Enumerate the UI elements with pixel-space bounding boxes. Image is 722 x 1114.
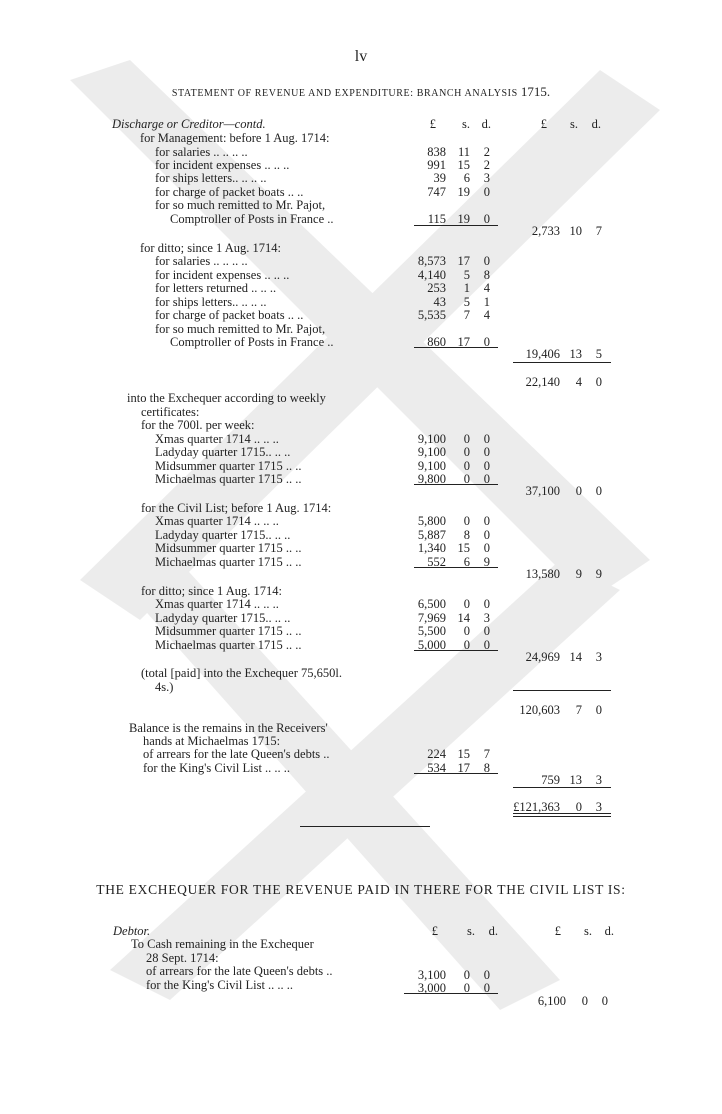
amount-shillings: 15 — [457, 541, 470, 555]
header-pound-1: £ — [429, 117, 436, 131]
entry-label: for letters returned .. .. .. — [155, 281, 277, 295]
amount-pounds: 253 — [427, 281, 446, 295]
amount-shillings: 5 — [463, 268, 470, 282]
total-pence: 3 — [595, 650, 602, 664]
amount-shillings: 0 — [463, 981, 470, 995]
statement-year: 1715. — [520, 84, 551, 99]
amount-shillings: 0 — [463, 445, 470, 459]
amount-shillings: 17 — [457, 254, 470, 268]
entry-label: Xmas quarter 1714 .. .. .. — [155, 514, 279, 528]
entry-label: for charge of packet boats .. .. — [155, 185, 304, 199]
amount-pounds: 115 — [427, 212, 446, 226]
total-shillings: 13 — [569, 347, 582, 361]
amount-pence: 0 — [483, 212, 490, 226]
total-pence: 5 — [595, 347, 602, 361]
amount-shillings: 6 — [463, 555, 470, 569]
entry-label: Midsummer quarter 1715 .. .. — [155, 459, 302, 473]
amount-shillings: 0 — [463, 514, 470, 528]
entry-label: for the Civil List; before 1 Aug. 1714: — [141, 501, 332, 515]
amount-pounds: 4,140 — [417, 268, 446, 282]
amount-shillings: 0 — [463, 459, 470, 473]
amount-shillings: 15 — [457, 158, 470, 172]
entry-label: for the 700l. per week: — [141, 418, 255, 432]
amount-pence: 3 — [483, 611, 490, 625]
amount-pence: 4 — [483, 308, 490, 322]
header-pence-2: d. — [591, 117, 601, 131]
total-pounds: 24,969 — [525, 650, 560, 664]
entry-label: hands at Michaelmas 1715: — [143, 734, 281, 748]
amount-pounds: 9,100 — [417, 432, 446, 446]
amount-pounds: 991 — [427, 158, 446, 172]
total-pence: 3 — [595, 773, 602, 787]
amount-shillings: 1 — [463, 281, 470, 295]
amount-pounds: 43 — [433, 295, 446, 309]
amount-pence: 3 — [483, 171, 490, 185]
entry-label: for incident expenses .. .. .. — [155, 268, 290, 282]
header-shilling-1: s. — [462, 117, 470, 131]
statement-title: STATEMENT OF REVENUE AND EXPENDITURE: BRANCH ANALYSIS — [171, 88, 518, 99]
header-pound-4: £ — [554, 924, 561, 938]
section-title: THE EXCHEQUER FOR THE REVENUE PAID IN THERE FOR THE CIVIL LIST IS: — [96, 882, 626, 897]
amount-pounds: 838 — [427, 145, 446, 159]
total-pounds: £121,363 — [513, 800, 560, 814]
total-pence: 0 — [595, 375, 602, 389]
amount-pounds: 7,969 — [417, 611, 446, 625]
total-pounds: 22,140 — [525, 375, 560, 389]
amount-pounds: 9,800 — [417, 472, 446, 486]
section-divider — [300, 826, 430, 827]
amount-pence: 0 — [483, 514, 490, 528]
amount-pence: 0 — [483, 968, 490, 982]
header-shilling-2: s. — [570, 117, 578, 131]
header-pound-3: £ — [431, 924, 438, 938]
amount-shillings: 8 — [463, 528, 470, 542]
entry-label: 28 Sept. 1714: — [146, 951, 219, 965]
amount-pence: 0 — [483, 638, 490, 652]
header-pound-2: £ — [540, 117, 547, 131]
statement-heading — [0, 84, 722, 100]
amount-shillings: 19 — [457, 212, 470, 226]
total-pounds: 13,580 — [525, 567, 560, 581]
amount-pounds: 552 — [427, 555, 446, 569]
total-shillings: 0 — [581, 994, 588, 1008]
header-pence-4: d. — [604, 924, 614, 938]
entry-label: for salaries .. .. .. .. — [155, 145, 248, 159]
amount-pence: 1 — [483, 295, 490, 309]
amount-pence: 0 — [483, 254, 490, 268]
amount-pounds: 747 — [427, 185, 446, 199]
amount-shillings: 11 — [457, 145, 470, 159]
amount-pounds: 5,000 — [417, 638, 446, 652]
entry-label: Xmas quarter 1714 .. .. .. — [155, 597, 279, 611]
entry-label: Xmas quarter 1714 .. .. .. — [155, 432, 279, 446]
amount-pence: 0 — [483, 432, 490, 446]
amount-shillings: 0 — [463, 432, 470, 446]
amount-pence: 7 — [483, 747, 490, 761]
amount-pence: 2 — [483, 158, 490, 172]
total-pence: 9 — [595, 567, 602, 581]
entry-label: certificates: — [141, 405, 200, 419]
entry-label: of arrears for the late Queen's debts .. — [143, 747, 330, 761]
amount-pence: 0 — [483, 335, 490, 349]
amount-pence: 4 — [483, 281, 490, 295]
entry-label: for Management: before 1 Aug. 1714: — [140, 131, 330, 145]
entry-label: Ladyday quarter 1715.. .. .. — [155, 445, 291, 459]
amount-shillings: 14 — [457, 611, 470, 625]
amount-pence: 0 — [483, 981, 490, 995]
total-pounds: 2,733 — [531, 224, 560, 238]
amount-pence: 0 — [483, 528, 490, 542]
total-shillings: 0 — [575, 800, 582, 814]
entry-label: for ditto; since 1 Aug. 1714: — [141, 584, 282, 598]
entry-label: Ladyday quarter 1715.. .. .. — [155, 611, 291, 625]
entry-label: into the Exchequer according to weekly — [127, 391, 326, 405]
amount-shillings: 0 — [463, 624, 470, 638]
amount-pounds: 5,500 — [417, 624, 446, 638]
amount-shillings: 17 — [457, 761, 470, 775]
amount-pence: 0 — [483, 541, 490, 555]
amount-shillings: 0 — [463, 968, 470, 982]
amount-shillings: 0 — [463, 472, 470, 486]
page-number: lv — [354, 48, 368, 65]
total-pounds: 120,603 — [519, 703, 560, 717]
entry-label: To Cash remaining in the Exchequer — [131, 937, 314, 951]
total-pounds: 6,100 — [537, 994, 566, 1008]
amount-pence: 8 — [483, 268, 490, 282]
amount-pence: 0 — [483, 459, 490, 473]
header-shilling-3: s. — [467, 924, 475, 938]
total-pence: 0 — [595, 484, 602, 498]
total-shillings: 13 — [569, 773, 582, 787]
amount-shillings: 5 — [463, 295, 470, 309]
header-shilling-4: s. — [584, 924, 592, 938]
amount-pence: 9 — [483, 555, 490, 569]
total-rule — [513, 362, 611, 363]
entry-label: Balance is the remains in the Receivers' — [129, 721, 328, 735]
entry-label: for so much remitted to Mr. Pajot, — [155, 198, 326, 212]
entry-label: Michaelmas quarter 1715 .. .. — [155, 472, 302, 486]
total-shillings: 14 — [569, 650, 582, 664]
amount-pounds: 860 — [427, 335, 446, 349]
amount-shillings: 19 — [457, 185, 470, 199]
amount-pence: 0 — [483, 624, 490, 638]
amount-pounds: 5,535 — [417, 308, 446, 322]
amount-pounds: 534 — [427, 761, 446, 775]
entry-label: for salaries .. .. .. .. — [155, 254, 248, 268]
entry-label: for ships letters.. .. .. .. — [155, 171, 267, 185]
total-pence: 3 — [595, 800, 602, 814]
total-shillings: 0 — [575, 484, 582, 498]
entry-label: Comptroller of Posts in France .. — [170, 335, 334, 349]
total-rule — [513, 690, 611, 691]
total-pence: 0 — [601, 994, 608, 1008]
entry-label: for ships letters.. .. .. .. — [155, 295, 267, 309]
entry-label: 4s.) — [155, 680, 174, 694]
entry-label: Ladyday quarter 1715.. .. .. — [155, 528, 291, 542]
amount-pounds: 6,500 — [417, 597, 446, 611]
amount-pounds: 9,100 — [417, 459, 446, 473]
total-pence: 7 — [595, 224, 602, 238]
amount-pounds: 5,887 — [417, 528, 446, 542]
amount-shillings: 0 — [463, 638, 470, 652]
entry-label: Comptroller of Posts in France .. — [170, 212, 334, 226]
total-shillings: 4 — [575, 375, 582, 389]
amount-pounds: 3,000 — [417, 981, 446, 995]
amount-pence: 0 — [483, 597, 490, 611]
entry-label: for the King's Civil List .. .. .. — [146, 978, 294, 992]
entry-label: for the King's Civil List .. .. .. — [143, 761, 291, 775]
amount-pounds: 3,100 — [417, 968, 446, 982]
amount-shillings: 15 — [457, 747, 470, 761]
header-pence-1: d. — [481, 117, 491, 131]
amount-pence: 0 — [483, 472, 490, 486]
entry-label: for incident expenses .. .. .. — [155, 158, 290, 172]
amount-pence: 0 — [483, 445, 490, 459]
amount-shillings: 7 — [463, 308, 470, 322]
amount-pounds: 8,573 — [417, 254, 446, 268]
total-pounds: 37,100 — [525, 484, 560, 498]
entry-label: Midsummer quarter 1715 .. .. — [155, 624, 302, 638]
entry-label: of arrears for the late Queen's debts .. — [146, 964, 333, 978]
entry-label: Michaelmas quarter 1715 .. .. — [155, 555, 302, 569]
amount-shillings: 6 — [463, 171, 470, 185]
total-shillings: 10 — [569, 224, 582, 238]
amount-pence: 2 — [483, 145, 490, 159]
total-shillings: 9 — [575, 567, 582, 581]
amount-shillings: 17 — [457, 335, 470, 349]
amount-pounds: 5,800 — [417, 514, 446, 528]
entry-label: for ditto; since 1 Aug. 1714: — [140, 241, 281, 255]
amount-pounds: 224 — [427, 747, 446, 761]
amount-shillings: 0 — [463, 597, 470, 611]
amount-pounds: 9,100 — [417, 445, 446, 459]
entry-label: (total [paid] into the Exchequer 75,650l. — [141, 666, 342, 680]
entry-label: for charge of packet boats .. .. — [155, 308, 304, 322]
amount-pence: 0 — [483, 185, 490, 199]
total-pounds: 19,406 — [525, 347, 560, 361]
entry-label: Debtor. — [113, 924, 151, 938]
amount-pence: 8 — [483, 761, 490, 775]
total-pence: 0 — [595, 703, 602, 717]
entry-label: for so much remitted to Mr. Pajot, — [155, 322, 326, 336]
entry-label: Michaelmas quarter 1715 .. .. — [155, 638, 302, 652]
header-pence-3: d. — [488, 924, 498, 938]
entry-label: Midsummer quarter 1715 .. .. — [155, 541, 302, 555]
total-rule — [513, 787, 611, 788]
total-pounds: 759 — [541, 773, 560, 787]
amount-pounds: 39 — [433, 171, 446, 185]
total-shillings: 7 — [575, 703, 582, 717]
amount-pounds: 1,340 — [417, 541, 446, 555]
entry-label: Discharge or Creditor—contd. — [112, 117, 266, 131]
